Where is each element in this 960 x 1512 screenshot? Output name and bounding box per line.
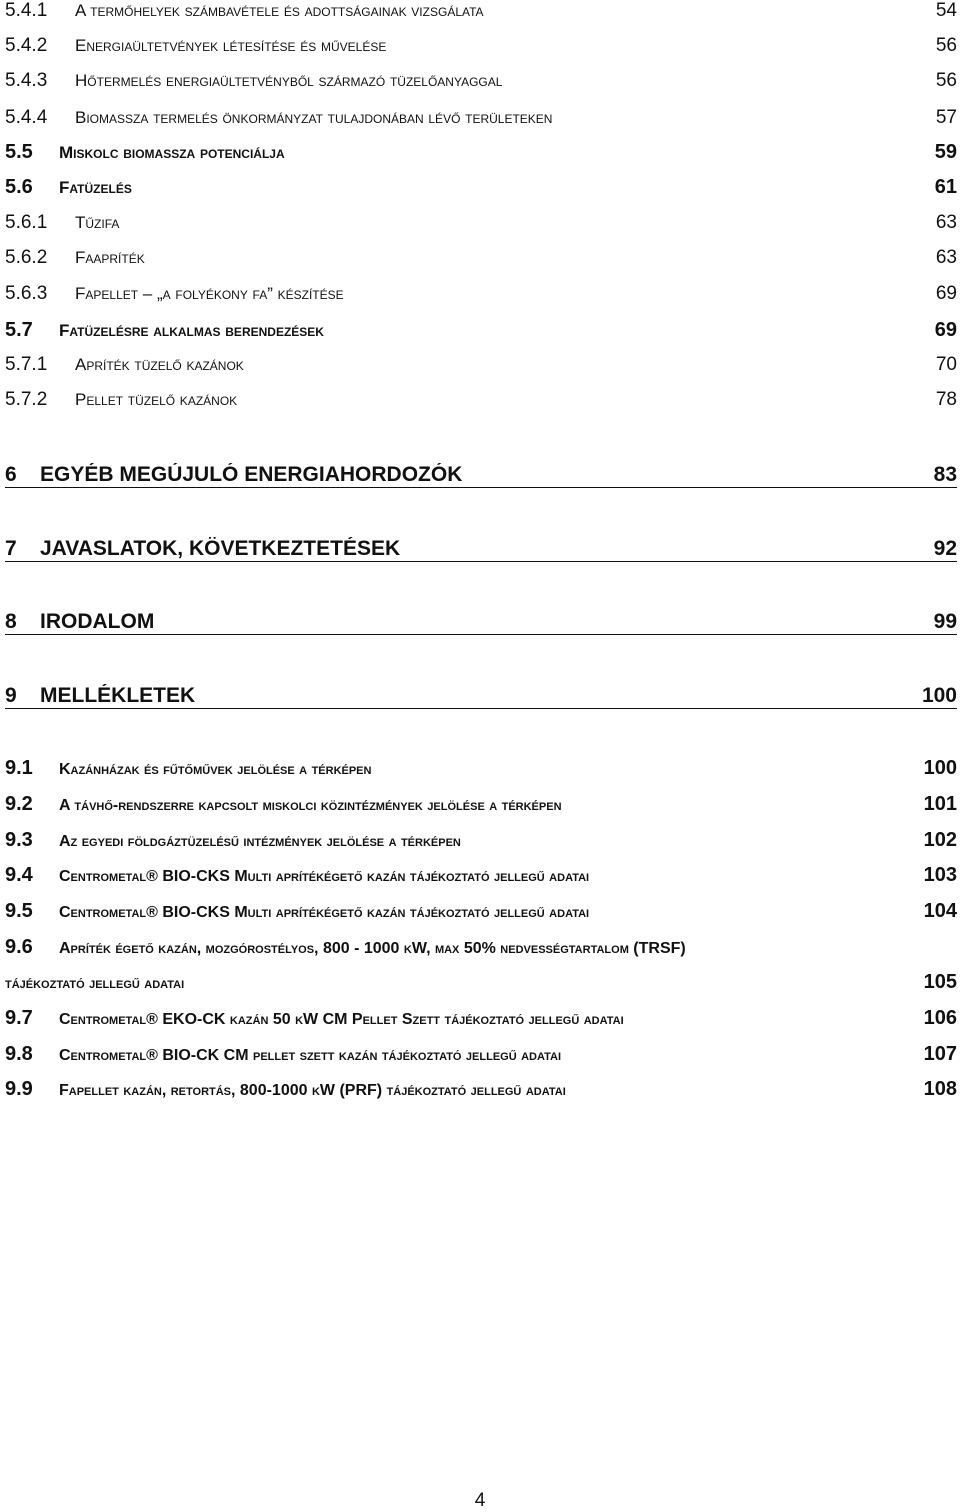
toc-entry-number: 9.2 xyxy=(5,793,33,815)
toc-entry-page: 83 xyxy=(933,463,957,486)
toc-entry-page: 102 xyxy=(923,829,957,851)
toc-entry-page: 63 xyxy=(935,212,957,233)
toc-entry-page: 63 xyxy=(935,247,957,268)
toc-entry-number: 9.8 xyxy=(5,1043,33,1065)
toc-entry-title: Pellet tüzelő kazánok xyxy=(75,390,238,409)
toc-entry-page: 69 xyxy=(935,283,957,304)
toc-entry[interactable] xyxy=(5,212,957,234)
toc-entry-page: 59 xyxy=(934,141,957,163)
toc-entry-page: 61 xyxy=(934,176,957,198)
toc-entry-title: A távhő-rendszerre kapcsolt miskolci közintézmények jelölése a térképen xyxy=(59,797,562,814)
toc-entry-page: 78 xyxy=(935,389,957,410)
toc-entry-title: Apríték égető kazán, mozgórostélyos, 800 - 1000 kW, max 50% nedvességtartalom (TRSF) xyxy=(59,940,686,957)
toc-entry[interactable] xyxy=(5,610,957,635)
toc-entry[interactable] xyxy=(5,684,957,709)
toc-entry-number: 9.9 xyxy=(5,1078,33,1100)
toc-entry-number: 6 xyxy=(5,463,17,486)
toc-entry-title: Apríték tüzelő kazánok xyxy=(75,355,244,374)
toc-entry-number: 5.6.1 xyxy=(5,212,48,233)
toc-entry-page: 105 xyxy=(923,971,957,993)
toc-entry-title: MELLÉKLETEK xyxy=(40,684,196,707)
toc-entry-number: 9.7 xyxy=(5,1007,33,1029)
toc-entry-title: Az egyedi földgáztüzelésű intézmények jelölése a térképen xyxy=(59,833,461,850)
toc-entry-page: 99 xyxy=(933,610,957,633)
toc-entry-page: 101 xyxy=(923,793,957,815)
toc-entry-number: 5.4.4 xyxy=(5,107,48,128)
toc-entry[interactable] xyxy=(5,1078,957,1101)
toc-entry-page: 70 xyxy=(935,354,957,375)
toc-entry[interactable] xyxy=(5,247,957,269)
toc-entry-number: 5.4.3 xyxy=(5,70,48,91)
toc-entry[interactable] xyxy=(5,537,957,562)
toc-entry-number: 8 xyxy=(5,610,17,633)
toc-entry-page: 108 xyxy=(923,1078,957,1100)
toc-entry[interactable] xyxy=(5,900,957,923)
toc-entry-number: 5.4.2 xyxy=(5,35,48,56)
toc-entry-title: JAVASLATOK, KÖVETKEZTETÉSEK xyxy=(40,537,401,560)
toc-entry[interactable] xyxy=(5,864,957,887)
toc-entry-title: Centrometal® BIO-CKS Multi aprítékégető kazán tájékoztató jellegű adatai xyxy=(59,868,590,885)
toc-entry-number: 5.4.1 xyxy=(5,0,48,21)
toc-entry-number: 5.7.1 xyxy=(5,354,48,375)
toc-entry-title: Centrometal® BIO-CK CM pellet szett kazán tájékoztató jellegű adatai xyxy=(59,1047,562,1064)
toc-entry-page: 103 xyxy=(923,864,957,886)
toc-entry-title: IRODALOM xyxy=(40,610,155,633)
toc-entry-page: 69 xyxy=(934,319,957,341)
toc-entry[interactable] xyxy=(5,176,957,199)
toc-entry[interactable] xyxy=(5,793,957,816)
toc-entry-number: 9.3 xyxy=(5,829,33,851)
toc-entry[interactable] xyxy=(5,141,957,164)
toc-entry[interactable] xyxy=(5,389,957,411)
toc-entry[interactable] xyxy=(5,107,957,129)
toc-entry-page: 54 xyxy=(935,0,957,21)
toc-entry-number: 9.4 xyxy=(5,864,33,886)
toc-entry[interactable] xyxy=(5,1043,957,1066)
toc-entry-title: Hőtermelés energiaültetvényből származó tüzelőanyaggal xyxy=(75,71,503,90)
toc-entry[interactable] xyxy=(5,0,957,22)
toc-entry-number: 9 xyxy=(5,684,17,707)
toc-entry-number: 7 xyxy=(5,537,17,560)
toc-entry[interactable] xyxy=(5,971,957,994)
toc-entry-title: EGYÉB MEGÚJULÓ ENERGIAHORDOZÓK xyxy=(40,463,463,486)
toc-entry[interactable] xyxy=(5,354,957,376)
toc-entry-title: Energiaültetvények létesítése és művelése xyxy=(75,36,387,55)
toc-entry-number: 9.6 xyxy=(5,936,33,958)
toc-entry-number: 9.1 xyxy=(5,757,33,779)
toc-entry-page: 92 xyxy=(933,537,957,560)
toc-entry-title: Fapellet – „a folyékony fa” készítése xyxy=(75,284,344,303)
toc-entry-page: 56 xyxy=(935,35,957,56)
toc-entry-title: tájékoztató jellegű adatai xyxy=(5,975,185,992)
toc-entry[interactable] xyxy=(5,319,957,342)
toc-entry[interactable] xyxy=(5,463,957,488)
toc-entry-page: 56 xyxy=(935,70,957,91)
toc-entry-number: 5.6 xyxy=(5,176,33,198)
toc-entry-title: Fatüzelés xyxy=(59,178,132,197)
toc-entry-title: Centrometal® EKO-CK kazán 50 kW CM Pellet Szett tájékoztató jellegű adatai xyxy=(59,1011,624,1028)
toc-entry-title: Tűzifa xyxy=(75,213,120,232)
toc-entry[interactable] xyxy=(5,936,957,959)
toc-entry-page: 106 xyxy=(923,1007,957,1029)
toc-entry-title: Faapríték xyxy=(75,248,145,267)
toc-entry-page: 104 xyxy=(923,900,957,922)
toc-entry[interactable] xyxy=(5,829,957,852)
page-number: 4 xyxy=(474,1490,486,1511)
toc-entry-title: Fapellet kazán, retortás, 800-1000 kW (PRF) tájékoztató jellegű adatai xyxy=(59,1082,566,1099)
toc-entry[interactable] xyxy=(5,757,957,780)
toc-entry[interactable] xyxy=(5,35,957,57)
toc-entry-title: A termőhelyek számbavétele és adottságainak vizsgálata xyxy=(75,1,484,20)
toc-entry-page: 100 xyxy=(921,684,957,707)
toc-entry-number: 9.5 xyxy=(5,900,33,922)
toc-entry-number: 5.5 xyxy=(5,141,33,163)
toc-entry-title: Miskolc biomassza potenciálja xyxy=(59,143,285,162)
toc-entry-title: Kazánházak és fűtőművek jelölése a térképen xyxy=(59,761,372,778)
toc-entry-page: 57 xyxy=(935,107,957,128)
toc-entry-title: Fatüzelésre alkalmas berendezések xyxy=(59,321,324,340)
toc-entry-number: 5.6.3 xyxy=(5,283,48,304)
toc-entry[interactable] xyxy=(5,1007,957,1030)
toc-entry[interactable] xyxy=(5,70,957,92)
toc-entry-number: 5.7 xyxy=(5,319,33,341)
toc-entry-page: 100 xyxy=(923,757,957,779)
toc-entry-number: 5.6.2 xyxy=(5,247,48,268)
toc-entry[interactable] xyxy=(5,283,957,305)
toc-entry-number: 5.7.2 xyxy=(5,389,48,410)
toc-entry-title: Biomassza termelés önkormányzat tulajdonában lévő területeken xyxy=(75,108,553,127)
toc-entry-page: 107 xyxy=(923,1043,957,1065)
toc-entry-title: Centrometal® BIO-CKS Multi aprítékégető kazán tájékoztató jellegű adatai xyxy=(59,904,590,921)
